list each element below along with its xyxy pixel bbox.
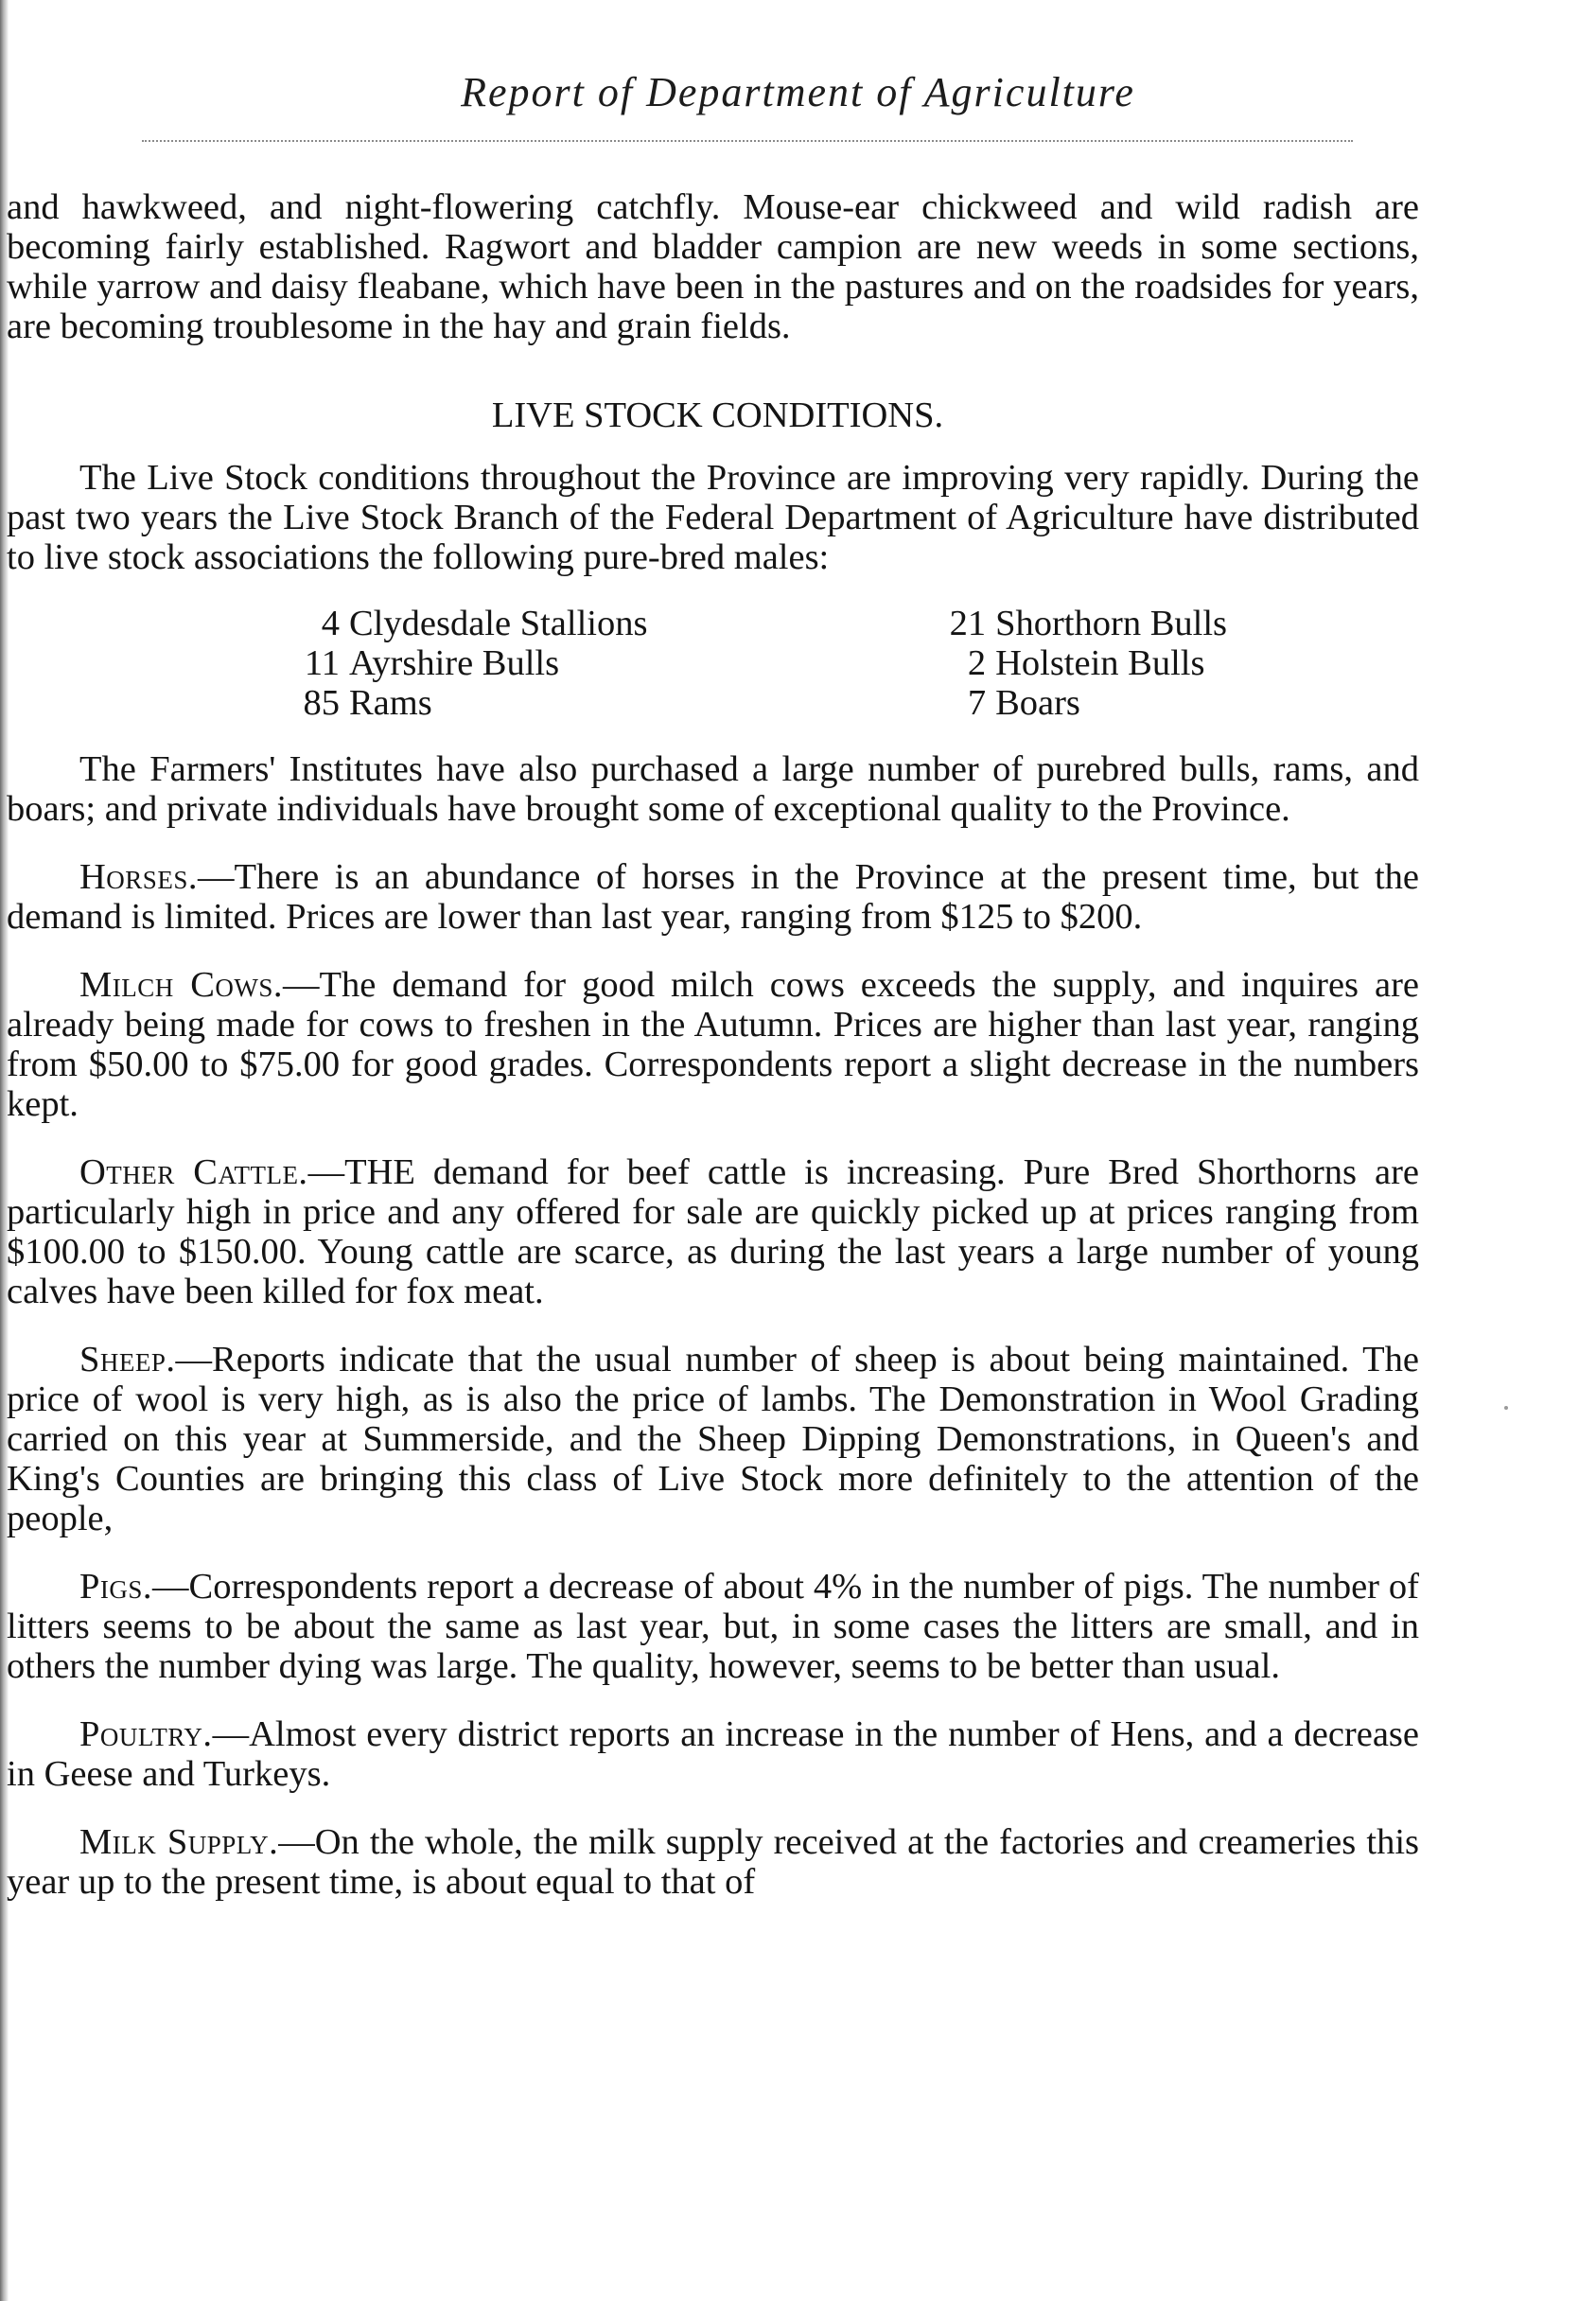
list-item xyxy=(290,604,647,643)
distributed-males-list xyxy=(290,604,1227,723)
other-cattle-heading: Other Cattle. xyxy=(79,1152,308,1192)
item-kind: Ayrshire Bulls xyxy=(349,643,560,683)
list-item xyxy=(929,683,1227,723)
item-kind: Shorthorn Bulls xyxy=(995,604,1227,643)
intro-paragraph: The Live Stock conditions throughout the Province are improving very rapidly. During the past two years the Live Stock Branch of the Federal Department of Agriculture have distributed to live stock associations the following pure-bred males: xyxy=(7,458,1419,577)
milch-cows-heading: Milch Cows. xyxy=(79,965,284,1005)
item-count: 11 xyxy=(304,643,340,683)
milk-supply-heading: Milk Supply. xyxy=(79,1822,279,1862)
sheep-paragraph xyxy=(7,1340,1419,1538)
item-count: 7 xyxy=(967,683,987,723)
sheep-text: —Reports indicate that the usual number of sheep is about being maintained. The price of wool is very high, as is also the price of lambs. The Demonstration in Wool Grading carried on this year at Summerside, and the Sheep Dipping Demonstrations, in Queen's and King's Counties are bringing this class of Live Stock more definitely to the attention of the people, xyxy=(7,1340,1419,1538)
horses-paragraph xyxy=(7,857,1419,937)
horses-heading: Horses. xyxy=(79,857,198,897)
list-item xyxy=(290,683,647,723)
milk-supply-text: —On the whole, the milk supply received at the factories and creameries this year up to the present time, is about equal to that of xyxy=(7,1822,1419,1902)
continued-paragraph: and hawkweed, and night-flowering catchfly. Mouse-ear chickweed and wild radish are becoming fairly established. Ragwort and bladder campion are new weeds in some sections, while yarrow and daisy fleabane, which have been in the pastures and on the roadsides for years, are becoming troublesome in the hay and grain fields. xyxy=(7,187,1419,346)
header-rule xyxy=(142,140,1353,142)
item-count: 2 xyxy=(967,643,987,683)
section-heading: LIVE STOCK CONDITIONS. xyxy=(491,395,944,435)
item-count: 4 xyxy=(321,604,340,643)
item-kind: Rams xyxy=(349,683,432,723)
body-text xyxy=(7,187,1419,1930)
milch-cows-text: —The demand for good milch cows exceeds the supply, and inquires are already being made for cows to freshen in the Autumn. Prices are higher than last year, ranging from $50.00 to $75.00 for good grades. Correspondents report a slight decrease in the numbers kept. xyxy=(7,965,1420,1124)
item-kind: Clydesdale Stallions xyxy=(349,604,648,643)
list-item xyxy=(290,643,647,683)
pigs-text: —Correspondents report a decrease of about 4% in the number of pigs. The number of litters seems to be about the same as last year, but, in some cases the litters are small, and in others the number dying was large. The quality, however, seems to be better than usual. xyxy=(7,1567,1419,1686)
list-item xyxy=(929,604,1227,643)
poultry-heading: Poultry. xyxy=(79,1714,213,1754)
distributed-males-column-right xyxy=(929,604,1227,723)
running-head: Report of Department of Agriculture xyxy=(461,69,1135,115)
item-count: 85 xyxy=(303,683,340,723)
margin-speck xyxy=(1504,1406,1508,1410)
other-cattle-text: —THE demand for beef cattle is increasing. Pure Bred Shorthorns are particularly high in price and any offered for sale are quickly picked up at prices ranging from $100.00 to $150.00. Young cattle are scarce, as during the last years a large number of young calves have been killed for fox meat. xyxy=(7,1152,1419,1311)
poultry-text: —Almost every district reports an increase in the number of Hens, and a decrease in Geese and Turkeys. xyxy=(7,1714,1419,1794)
milk-supply-paragraph xyxy=(7,1822,1419,1902)
horses-text: —There is an abundance of horses in the Province at the present time, but the demand is limited. Prices are lower than last year, ranging from $125 to $200. xyxy=(7,857,1419,937)
item-count: 21 xyxy=(949,604,987,643)
sheep-heading: Sheep. xyxy=(79,1340,176,1379)
institutes-paragraph: The Farmers' Institutes have also purchased a large number of purebred bulls, rams, and boars; and private individuals have brought some of exceptional quality to the Province. xyxy=(7,749,1419,829)
item-kind: Holstein Bulls xyxy=(995,643,1205,683)
milch-cows-paragraph xyxy=(7,965,1419,1124)
pigs-paragraph xyxy=(7,1567,1419,1686)
list-item xyxy=(929,643,1227,683)
other-cattle-paragraph xyxy=(7,1152,1419,1311)
distributed-males-column-left xyxy=(290,604,647,723)
poultry-paragraph xyxy=(7,1714,1419,1794)
pigs-heading: Pigs. xyxy=(79,1567,153,1607)
item-kind: Boars xyxy=(995,683,1080,723)
